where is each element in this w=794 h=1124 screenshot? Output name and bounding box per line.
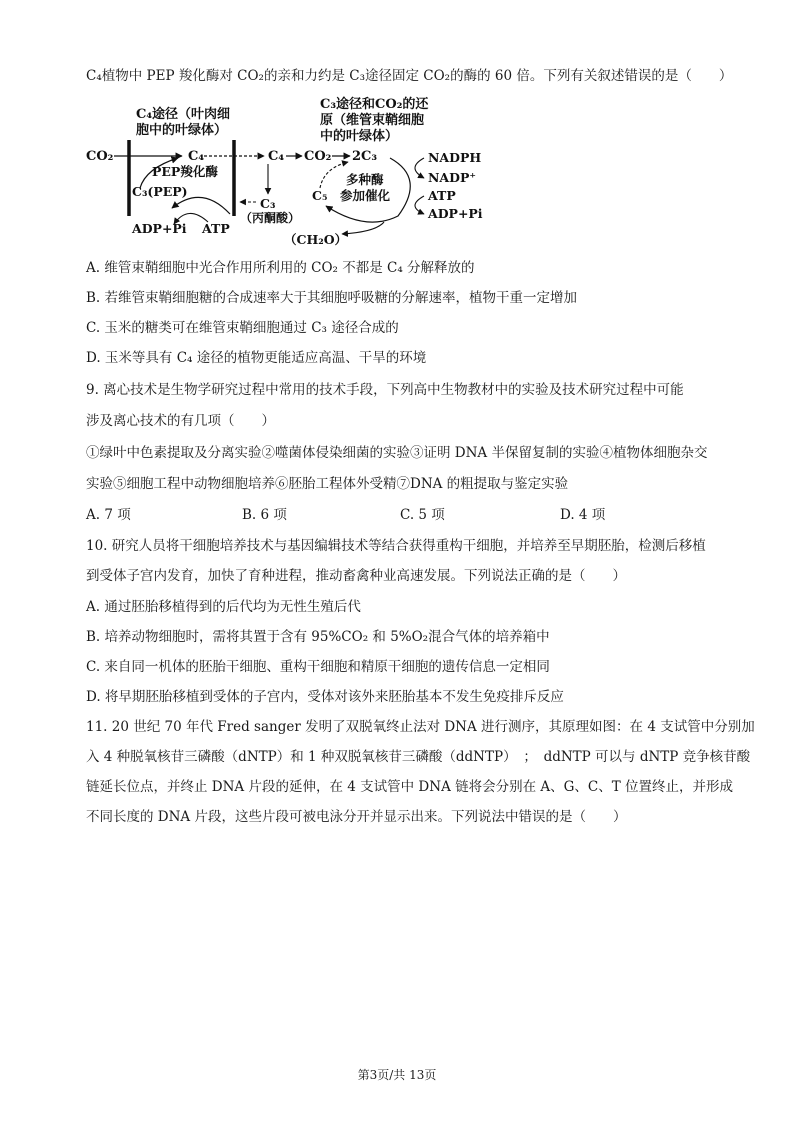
adp-pi-right-label: ADP+Pi xyxy=(428,206,483,221)
c3-pep-label: C₃(PEP) xyxy=(132,184,188,199)
ch2o-label: （CH₂O） xyxy=(284,232,348,246)
q9-option-b: B. 6 项 xyxy=(242,507,287,523)
q8-option-a: A. 维管束鞘细胞中光合作用所利用的 CO₂ 不都是 C₄ 分解释放的 xyxy=(86,260,475,276)
q8-option-b: B. 若维管束鞘细胞糖的合成速率大于其细胞呼吸糖的分解速率，植物干重一定增加 xyxy=(86,290,578,306)
c4-label-right: C₄ xyxy=(268,149,285,164)
q9-items-line1: ①绿叶中色素提取及分离实验②噬菌体侵染细菌的实验③证明 DNA 半保留复制的实验④植物体细胞杂交 xyxy=(86,445,708,461)
arrow-c5-to-2c3 xyxy=(320,162,348,188)
atp-left-label: ATP xyxy=(202,221,230,236)
co2-left-label: CO₂ xyxy=(86,149,114,164)
pyruvate-label: （丙酮酸） xyxy=(240,211,301,225)
q10-option-d: D. 将早期胚胎移植到受体的子宫内，受体对该外来胚胎基本不发生免疫排斥反应 xyxy=(86,689,564,705)
c4-pathway-diagram xyxy=(80,96,500,246)
arrow-nadph-to-nadp xyxy=(415,158,424,178)
arrow-atp-to-adp-right xyxy=(415,196,424,214)
enzymes-label-line2: 参加催化 xyxy=(340,188,391,203)
c3-pyruvate-label: C₃ xyxy=(260,196,276,211)
two-c3-label: 2C₃ xyxy=(352,149,378,164)
c5-label: C₅ xyxy=(312,188,328,203)
q9-option-d: D. 4 项 xyxy=(560,507,606,523)
q11-line1: 11. 20 世纪 70 年代 Fred sanger 发明了双脱氧终止法对 DNA 进行测序，其原理如图：在 4 支试管中分别加 xyxy=(86,719,755,735)
q9-option-c: C. 5 项 xyxy=(400,507,445,523)
pep-enzyme-label: PEP羧化酶 xyxy=(152,164,218,179)
c3-title-line2: 原（维管束鞘细胞 xyxy=(320,113,425,128)
c3-title-line3: 中的叶绿体） xyxy=(320,129,399,144)
q10-stem-line1: 10. 研究人员将干细胞培养技术与基因编辑技术等结合获得重构干细胞，并培养至早期胚胎，检测后移植 xyxy=(86,538,706,554)
enzymes-label-line1: 多种酶 xyxy=(346,172,384,187)
c4-title-line2: 胞中的叶绿体） xyxy=(136,123,228,138)
q10-option-a: A. 通过胚胎移植得到的后代均为无性生殖后代 xyxy=(86,599,361,615)
q11-line2: 入 4 种脱氧核苷三磷酸（dNTP）和 1 种双脱氧核苷三磷酸（ddNTP） ； ddNTP 可以与 dNTP 竞争核苷酸 xyxy=(86,749,751,765)
q9-stem-line1: 9. 离心技术是生物学研究过程中常用的技术手段，下列高中生物教材中的实验及技术研究过程中可能 xyxy=(86,382,684,398)
nadp-label: NADP⁺ xyxy=(428,170,476,185)
adp-pi-left-label: ADP+Pi xyxy=(132,221,187,236)
atp-right-label: ATP xyxy=(428,188,456,203)
q9-option-a: A. 7 项 xyxy=(86,507,131,523)
q8-option-d: D. 玉米等具有 C₄ 途径的植物更能适应高温、干旱的环境 xyxy=(86,350,427,366)
q10-option-c: C. 来自同一机体的胚胎干细胞、重构干细胞和精原干细胞的遗传信息一定相同 xyxy=(86,659,550,675)
q10-stem-line2: 到受体子宫内发育，加快了育种进程，推动畜禽种业高速发展。下列说法正确的是（ ） xyxy=(86,568,626,584)
co2-mid-label: CO₂ xyxy=(304,149,332,164)
c4-label-left: C₄ xyxy=(188,149,205,164)
q9-items-line2: 实验⑤细胞工程中动物细胞培养⑥胚胎工程体外受精⑦DNA 的粗提取与鉴定实验 xyxy=(86,476,569,492)
q8-stem: C₄植物中 PEP 羧化酶对 CO₂的亲和力约是 C₃途径固定 CO₂的酶的 60 倍。下列有关叙述错误的是（ ） xyxy=(86,68,733,84)
q8-option-c: C. 玉米的糖类可在维管束鞘细胞通过 C₃ 途径合成的 xyxy=(86,320,399,336)
q9-stem-line2: 涉及离心技术的有几项（ ） xyxy=(86,413,275,429)
page-footer: 第3页/共 13页 xyxy=(357,1068,437,1082)
c3-title-line1: C₃途径和CO₂的还 xyxy=(320,97,429,112)
q11-line3: 链延长位点，并终止 DNA 片段的延伸，在 4 支试管中 DNA 链将会分别在 A、G、C、T 位置终止，并形成 xyxy=(86,779,734,795)
arrow-c3-to-pep xyxy=(172,197,230,214)
arrow-to-ch2o xyxy=(342,222,384,234)
c4-title-line1: C₄途径（叶肉细 xyxy=(136,107,231,122)
q10-option-b: B. 培养动物细胞时，需将其置于含有 95%CO₂ 和 5%O₂混合气体的培养箱中 xyxy=(86,629,550,645)
q11-line4: 不同长度的 DNA 片段，这些片段可被电泳分开并显示出来。下列说法中错误的是（ ） xyxy=(86,809,627,825)
nadph-label: NADPH xyxy=(428,150,482,165)
